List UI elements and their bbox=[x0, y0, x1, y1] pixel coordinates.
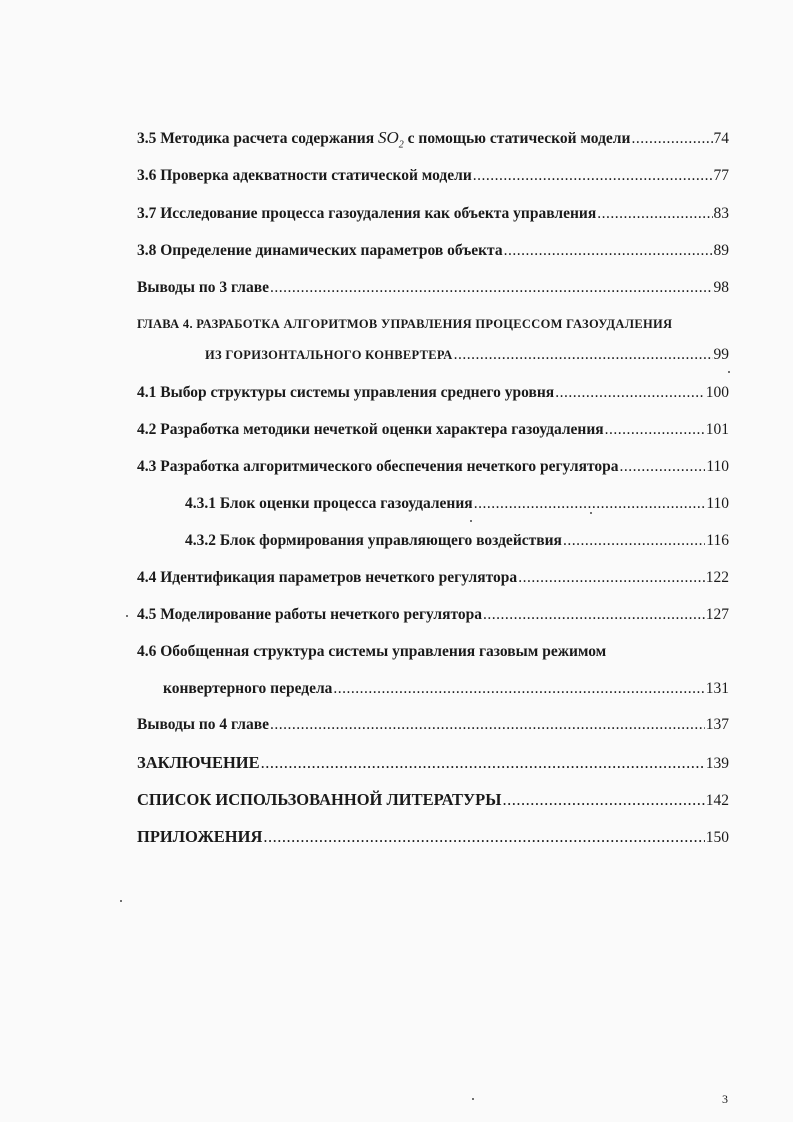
toc-entry-3-5 bbox=[137, 128, 729, 151]
toc-page-number: 83 bbox=[713, 205, 729, 222]
toc-entry-title: 3.5 Методика расчета содержания $SO_2$ с помощью статической модели bbox=[137, 128, 631, 151]
toc-leader bbox=[518, 569, 705, 587]
toc-entry-title: 4.3 Разработка алгоритмического обеспечения нечеткого регулятора bbox=[137, 458, 619, 475]
toc-page-number: 77 bbox=[713, 167, 729, 184]
toc-leader bbox=[555, 384, 705, 402]
toc-leader bbox=[502, 790, 704, 810]
toc-page-number: 89 bbox=[713, 242, 729, 259]
toc-entry-title: Выводы по 4 главе bbox=[137, 716, 269, 733]
toc-page-number: 122 bbox=[705, 569, 729, 586]
toc-page-number: 99 bbox=[713, 346, 729, 363]
toc-entry-title: 4.1 Выбор структуры системы управления среднего уровня bbox=[137, 384, 555, 401]
toc-page-number: 127 bbox=[705, 606, 729, 623]
toc-page-number: 131 bbox=[705, 680, 729, 697]
toc-page-number: 74 bbox=[713, 130, 729, 147]
toc-chapter-4-title-line1: ГЛАВА 4. РАЗРАБОТКА АЛГОРИТМОВ УПРАВЛЕНИЯ ПРОЦЕССОМ ГАЗОУДАЛЕНИЯ bbox=[137, 317, 673, 331]
scan-speck bbox=[470, 520, 472, 522]
toc-entry-3-6 bbox=[137, 167, 729, 187]
formula-so2: $SO_2$ bbox=[377, 128, 404, 151]
toc-page-number: 110 bbox=[706, 495, 729, 512]
toc-leader bbox=[270, 716, 705, 734]
toc-entry-title: конвертерного передела bbox=[163, 680, 333, 697]
toc-entry-4-5 bbox=[137, 606, 729, 626]
toc-entry-title: СПИСОК ИСПОЛЬЗОВАННОЙ ЛИТЕРАТУРЫ bbox=[137, 790, 502, 809]
scan-speck bbox=[472, 1098, 474, 1100]
toc-entry-conclusion bbox=[137, 753, 729, 773]
scan-speck bbox=[120, 900, 122, 902]
toc-entry-4-3-2 bbox=[185, 532, 729, 552]
toc-entry-title: ЗАКЛЮЧЕНИЕ bbox=[137, 753, 260, 772]
toc-entry-title: 4.4 Идентификация параметров нечеткого регулятора bbox=[137, 569, 518, 586]
toc-page-number: 110 bbox=[706, 458, 729, 475]
toc-entry-3-8 bbox=[137, 242, 729, 262]
toc-page-number: 139 bbox=[705, 755, 729, 772]
toc-leader bbox=[563, 532, 705, 550]
toc-leader bbox=[263, 827, 704, 847]
toc-leader bbox=[474, 495, 706, 513]
toc-page-number: 101 bbox=[705, 421, 729, 438]
toc-entry-conclusions-4 bbox=[137, 716, 729, 736]
toc-leader bbox=[261, 753, 705, 773]
toc-page-number: 150 bbox=[705, 829, 729, 846]
toc-entry-3-7 bbox=[137, 205, 729, 225]
toc-entry-title: 4.3.2 Блок формирования управляющего воздействия bbox=[185, 532, 562, 549]
toc-entry-4-4 bbox=[137, 569, 729, 589]
toc-entry-title: 4.2 Разработка методики нечеткой оценки характера газоудаления bbox=[137, 421, 604, 438]
toc-entry-title: Выводы по 3 главе bbox=[137, 279, 269, 296]
toc-entry-chapter-4 bbox=[205, 346, 729, 366]
toc-leader bbox=[605, 421, 705, 439]
toc-entry-4-6 bbox=[163, 680, 729, 700]
toc-entry-4-1 bbox=[137, 384, 729, 404]
scan-speck bbox=[728, 371, 730, 373]
toc-entry-title: ИЗ ГОРИЗОНТАЛЬНОГО КОНВЕРТЕРА bbox=[205, 348, 453, 362]
toc-entry-title: 4.5 Моделирование работы нечеткого регулятора bbox=[137, 606, 483, 623]
toc-leader bbox=[483, 606, 705, 624]
toc-page-number: 100 bbox=[705, 384, 729, 401]
toc-leader bbox=[270, 279, 713, 297]
toc-leader bbox=[631, 130, 712, 148]
toc-entry-4-6-title-line1: 4.6 Обобщенная структура системы управления газовым режимом bbox=[137, 643, 607, 660]
toc-entry-title: ПРИЛОЖЕНИЯ bbox=[137, 827, 263, 846]
toc-leader bbox=[454, 346, 713, 364]
scan-speck bbox=[126, 615, 128, 617]
toc-page-number: 142 bbox=[705, 792, 729, 809]
toc-entry-4-2 bbox=[137, 421, 729, 441]
toc-leader bbox=[504, 242, 713, 260]
toc-entry-4-3 bbox=[137, 458, 729, 478]
toc-entry-title: 4.3.1 Блок оценки процесса газоудаления bbox=[185, 495, 473, 512]
toc-page-number: 116 bbox=[706, 532, 729, 549]
toc-entry-references bbox=[137, 790, 729, 810]
page-number: 3 bbox=[722, 1092, 728, 1106]
toc-entry-title: 3.6 Проверка адекватности статической модели bbox=[137, 167, 472, 184]
toc-entry-conclusions-3 bbox=[137, 279, 729, 299]
toc-entry-title: 3.8 Определение динамических параметров объекта bbox=[137, 242, 503, 259]
toc-entry-appendices bbox=[137, 827, 729, 847]
scan-speck bbox=[590, 512, 592, 514]
toc-page-number: 137 bbox=[705, 716, 729, 733]
toc-leader bbox=[333, 680, 704, 698]
toc-leader bbox=[620, 458, 706, 476]
toc-page-number: 98 bbox=[713, 279, 729, 296]
toc-entry-title: 3.7 Исследование процесса газоудаления как объекта управления bbox=[137, 205, 597, 222]
toc-entry-4-3-1 bbox=[185, 495, 729, 515]
toc-leader bbox=[597, 205, 712, 223]
toc-leader bbox=[473, 167, 713, 185]
